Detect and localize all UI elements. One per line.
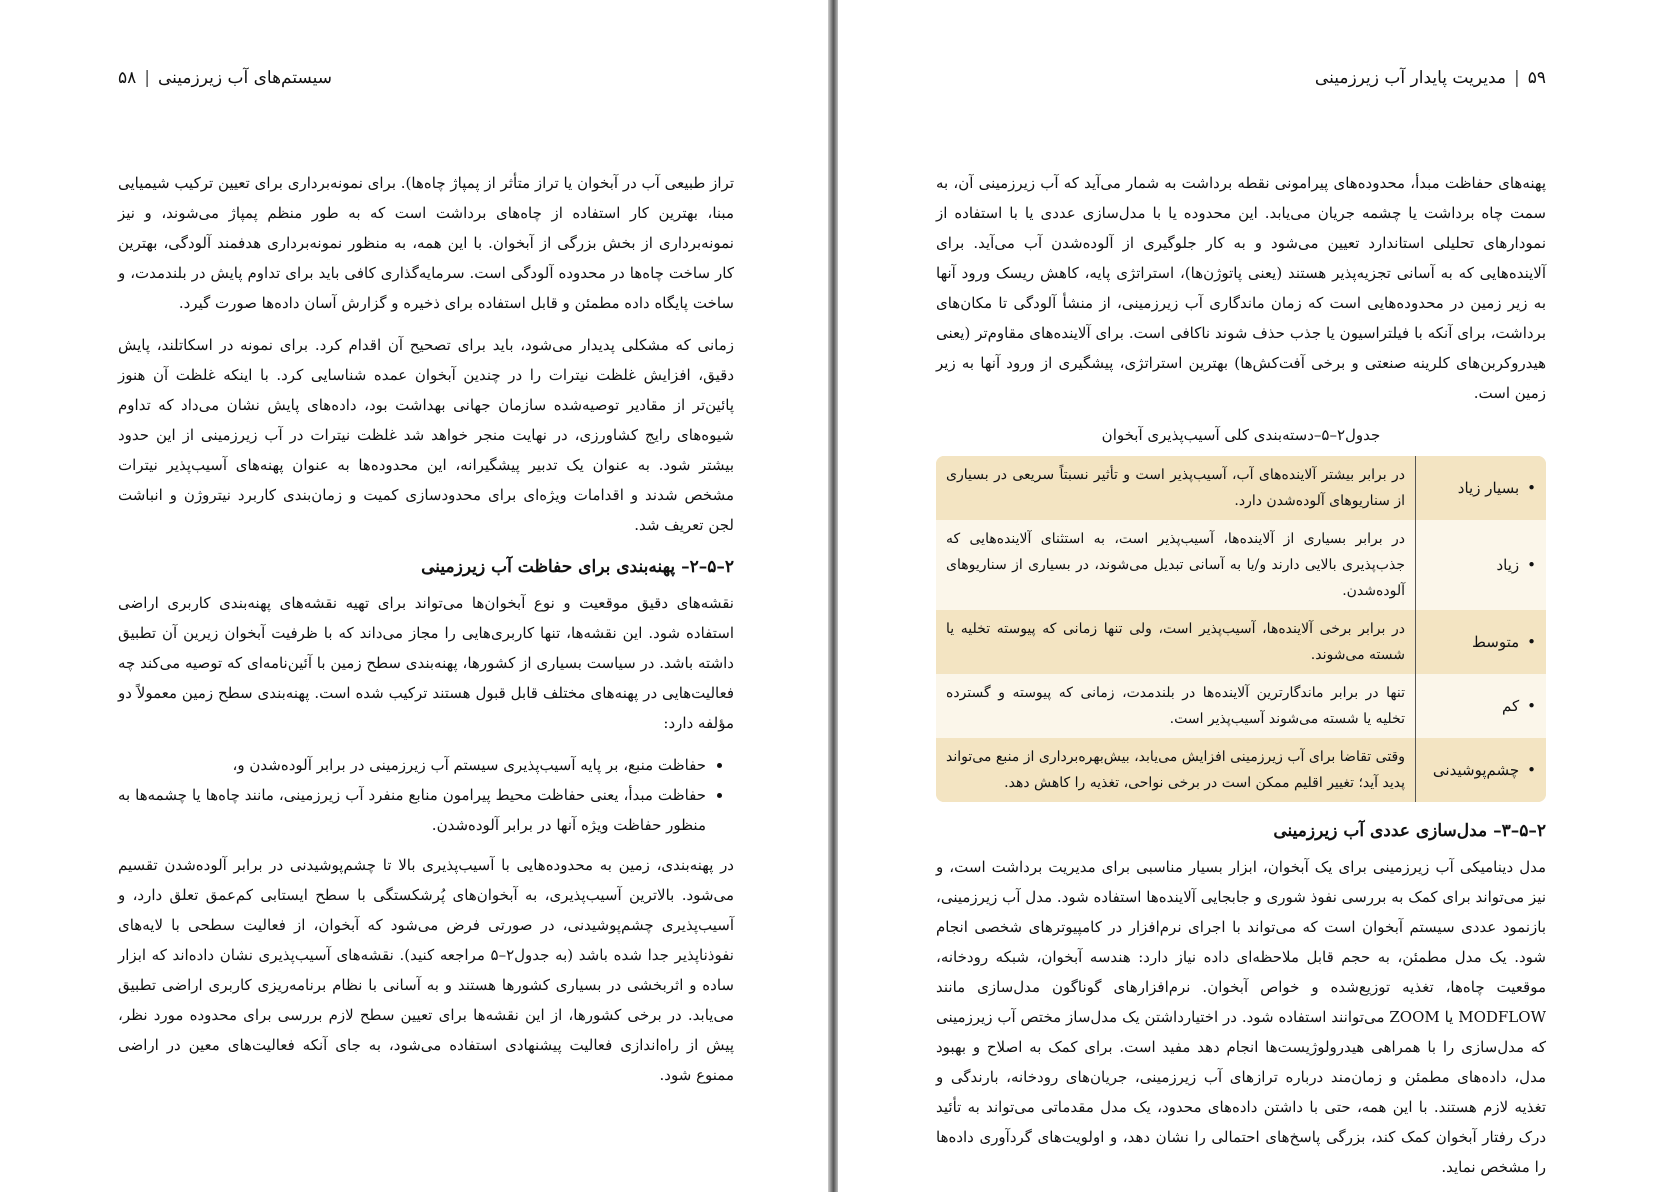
table-cell-category xyxy=(1415,520,1546,610)
page-title: مدیریت پایدار آب زیرزمینی xyxy=(1314,68,1506,88)
paragraph: نقشه‌های دقیق موقعیت و نوع آبخوان‌ها می‌تواند برای تهیه نقشه‌های پهنه‌بندی کاربری اراضی استفاده شود. این نقشه‌ها، تنها کاربری‌هایی را مجاز می‌داند که با ظرفیت آبخوان زیرین آن تطبیق داشته باشد. در سیاست بسیاری از کشورها، پهنه‌بندی سطح زمین با آئین‌نامه‌ای که توصیه می‌کند چه فعالیت‌هایی در پهنه‌های مختلف قابل قبول هستند ترکیب شده است. پهنه‌بندی سطح زمین معمولاً دو مؤلفه دارد: xyxy=(118,594,734,732)
list-item: • حفاظت مبدأ، یعنی حفاظت محیط پیرامون منابع منفرد آب زیرزمینی، مانند چاه‌ها یا چشمه‌ها به منظور حفاظت ویژه آنها در برابر آلوده‌شدن. xyxy=(118,780,706,840)
left-page xyxy=(0,0,828,1192)
table-cell-description: وقتی تقاضا برای آب زیرزمینی افزایش می‌یابد، بیش‌بهره‌برداری از منبع می‌تواند پدید آید؛ تغییر اقلیم ممکن است در برخی نواحی، تغذیه را کاهش دهد. xyxy=(936,738,1415,802)
table-cell-description: تنها در برابر ماندگارترین آلاینده‌ها در بلندمدت، زمانی که پیوسته و گسترده تخلیه یا شسته می‌شوند آسیب‌پذیر است. xyxy=(936,674,1415,738)
table-row xyxy=(936,520,1546,610)
table-row xyxy=(936,674,1546,738)
category-label: متوسط xyxy=(1472,633,1520,651)
table-cell-description: در برابر بسیاری از آلاینده‌ها، آسیب‌پذیر است، به استثنای آلاینده‌هایی که جذب‌پذیری بالایی دارند و/یا به آسانی تبدیل می‌شوند، در بسیاری از سناریوهای آلوده‌شدن. xyxy=(936,520,1415,610)
section-heading: ۲–۵–۲– پهنه‌بندی برای حفاظت آب زیرزمینی xyxy=(421,557,734,577)
table-row xyxy=(936,456,1546,520)
table-cell-category xyxy=(1415,674,1546,738)
table-cell-category xyxy=(1415,456,1546,520)
page-number: ۵۹ xyxy=(1527,68,1546,88)
section-heading: ۲–۵–۳– مدل‌سازی عددی آب زیرزمینی xyxy=(1273,821,1546,841)
table-caption: جدول۲–۵–دسته‌بندی کلی آسیب‌پذیری آبخوان xyxy=(1101,426,1381,444)
paragraph: در پهنه‌بندی، زمین به محدوده‌هایی با آسیب‌پذیری بالا تا چشم‌پوشیدنی در برابر آلوده‌شدن تقسیم می‌شود. بالاترین آسیب‌پذیری، به آبخوان‌های پُرشکستگی با سطح ایستابی کم‌عمق تعلق دارد، و آسیب‌پذیری چشم‌پوشیدنی، در صورتی فرض می‌شود که آبخوان، از فعالیت سطحی با لایه‌های نفوذناپذیر جدا شده باشد (به جدول۲–۵ مراجعه کنید). نقشه‌های آسیب‌پذیری نشان داده‌اند که ابزار ساده و اثربخشی در بسیاری کشورها هستند و به آسانی با نظام برنامه‌ریزی کاربری اراضی تطبیق می‌یابد. در برخی کشورها، از این نقشه‌ها برای تعیین سطح لازم بررسی برای محدوده مورد نظر، پیش از راه‌اندازی فعالیت پیشنهادی استفاده می‌شود، به جای آنکه فعالیت‌های معین در اراضی ممنوع شود. xyxy=(118,856,734,1084)
paragraph: پهنه‌های حفاظت مبدأ، محدوده‌های پیرامونی نقطه برداشت به شمار می‌آید که آب زیرزمینی آن، به سمت چاه برداشت یا چشمه جریان می‌یابد. این محدوده یا با مدل‌سازی عددی یا با استفاده از نمودارهای تحلیلی استاندارد تعیین می‌شود و به کار جلوگیری از آلوده‌شدن آب می‌آید. برای آلاینده‌هایی که به آسانی تجزیه‌پذیر هستند (یعنی پاتوژن‌ها)، استراتژی پایه، کاهش ریسک ورود آنها به زیر زمین در محدوده‌هایی است که زمان ماندگاری آب زیرزمینی، از منشأ آلودگی تا مکان‌های برداشت، برای آنکه با فیلتراسیون یا جذب حذف شوند ناکافی است. برای آلاینده‌های مقاوم‌تر (یعنی هیدروکربن‌های کلرینه صنعتی و برخی آفت‌کش‌ها) بهترین استراتژی، پیشگیری از ورود آنها به زیر زمین است. xyxy=(936,174,1546,402)
right-page xyxy=(838,0,1666,1192)
category-label: بسیار زیاد xyxy=(1457,479,1520,497)
list-item: • حفاظت منبع، بر پایه آسیب‌پذیری سیستم آب زیرزمینی در برابر آلوده‌شدن و، xyxy=(118,750,706,780)
category-label: کم xyxy=(1502,697,1520,715)
book-gutter xyxy=(828,0,838,1192)
bullet-icon: • xyxy=(1527,479,1536,497)
table-row xyxy=(936,738,1546,802)
header-separator: | xyxy=(1514,68,1520,88)
bullet-icon: • xyxy=(1527,633,1536,651)
page-body xyxy=(118,168,734,1102)
bullet-icon: • xyxy=(1527,697,1536,715)
page-header xyxy=(118,64,332,92)
table-cell-category xyxy=(1415,610,1546,674)
bullet-list xyxy=(118,750,734,840)
table-cell-description: در برابر بیشتر آلاینده‌های آب، آسیب‌پذیر است و تأثیر نسبتاً سریعی در بسیاری از سناریوهای آلوده‌شدن دارد. xyxy=(936,456,1415,520)
header-separator: | xyxy=(144,68,150,88)
table-row xyxy=(936,610,1546,674)
page-body xyxy=(936,168,1546,1192)
page-title: سیستم‌های آب زیرزمینی xyxy=(158,68,333,88)
bullet-icon: • xyxy=(1527,556,1536,574)
table-cell-description: در برابر برخی آلاینده‌ها، آسیب‌پذیر است، ولی تنها زمانی که پیوسته تخلیه یا شسته می‌شوند. xyxy=(936,610,1415,674)
paragraph: زمانی که مشکلی پدیدار می‌شود، باید برای تصحیح آن اقدام کرد. برای نمونه در اسکاتلند، پایش دقیق، افزایش غلظت نیترات را در چندین آبخوان عمده شناسایی کرد. با اینکه غلظت آن هنوز پائین‌تر از مقادیر توصیه‌شده سازمان جهانی بهداشت بود، داده‌های پایش نشان می‌داد که تداوم شیوه‌های رایج کشاورزی، در نهایت منجر خواهد شد غلظت نیترات در آب زیرزمینی از این حدود بیشتر شود. به عنوان یک تدبیر پیشگیرانه، این محدوده‌ها به عنوان پهنه‌های آسیب‌پذیر نیترات مشخص شدند و اقدامات ویژه‌ای برای محدودسازی کمیت و زمان‌بندی کاربرد نیتروژن و انباشت لجن تعریف شد. xyxy=(118,336,734,534)
table-cell-category xyxy=(1415,738,1546,802)
bullet-icon: • xyxy=(1527,761,1536,779)
paragraph: مدل دینامیکی آب زیرزمینی برای یک آبخوان، ابزار بسیار مناسبی برای مدیریت برداشت است، و نیز می‌تواند برای کمک به بررسی نفوذ شوری و جابجایی آلاینده‌ها استفاده شود. مدل آب زیرزمینی، بازنمود عددی سیستم آبخوان است که می‌تواند با اجرای نرم‌افزار در کامپیوترهای شخصی انجام شود. یک مدل مطمئن، به حجم قابل ملاحظه‌ای داده نیاز دارد: هندسه آبخوان، شبکه رودخانه، موقعیت چاه‌ها، تغذیه توزیع‌شده و خواص آبخوان. نرم‌افزارهای گوناگون مدل‌سازی مانند MODFLOW یا ZOOM می‌توانند استفاده شود. در اختیارداشتن یک مدل‌ساز مختص آب زیرزمینی که مدل‌سازی را با همراهی هیدرولوژیست‌ها انجام دهد مفید است. برای کمک به اصلاح و بهبود مدل، داده‌های مطمئن و زمان‌مند درباره ترازهای آب زیرزمینی، جریان‌های رودخانه، بارندگی و تغذیه لازم هستند. با این همه، حتی با داشتن داده‌های محدود، یک مدل مقدماتی می‌تواند به تأئید درک رفتار آبخوان کمک کند، بزرگی پاسخ‌های احتمالی را نشان دهد، و اولویت‌های گردآوری داده‌ها را مشخص نماید. xyxy=(936,858,1546,1176)
page-number: ۵۸ xyxy=(118,68,137,88)
vulnerability-table xyxy=(936,456,1546,802)
category-label: زیاد xyxy=(1496,556,1520,574)
category-label: چشم‌پوشیدنی xyxy=(1432,761,1520,779)
paragraph: تراز طبیعی آب در آبخوان یا تراز متأثر از پمپاژ چاه‌ها). برای نمونه‌برداری برای تعیین ترکیب شیمیایی مبنا، بهترین کار استفاده از چاه‌های برداشت است که به طور منظم پمپاژ می‌شوند، و نیز نمونه‌برداری از بخش بزرگی از آبخوان. با این همه، به منظور نمونه‌برداری هدفمند آلودگی، بهترین کار ساخت چاه‌ها در محدوده آلودگی است. سرمایه‌گذاری کافی باید برای تداوم پایش در بلندمدت، و ساخت پایگاه داده مطمئن و قابل استفاده برای ذخیره و گزارش آسان داده‌ها صورت گیرد. xyxy=(118,174,734,312)
page-header xyxy=(1315,64,1546,92)
